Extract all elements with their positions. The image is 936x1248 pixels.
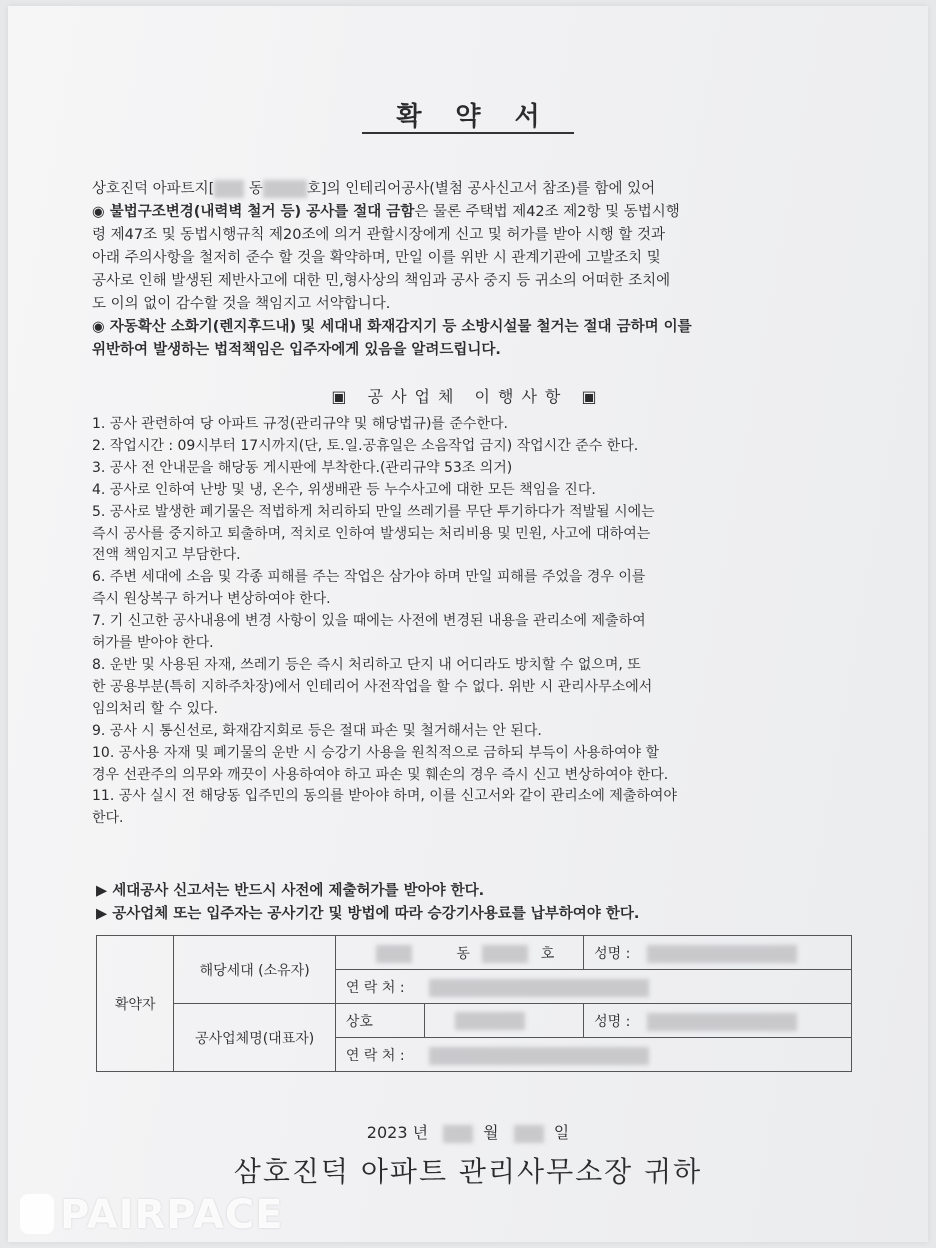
list-item: 한다. (92, 810, 124, 827)
intro-line-1: 상호진덕 아파트지[ 동 호]의 인테리어공사(별첨 공사신고서 참조)를 함에 있어 (92, 181, 656, 197)
notice-2-line-2: 위반하여 발생하는 법적책임은 입주자에게 있음을 알려드립니다. (92, 342, 501, 358)
notice-1-line-2: 령 제47조 및 동법시행규칙 제20조에 의거 관할시장에게 신고 및 허가를 받아 시행 할 것과 (92, 227, 666, 243)
company-label: 공사업체명(대표자) (174, 1004, 336, 1072)
notice-1-line-4: 공사로 인해 발생된 제반사고에 대한 민,형사상의 책임과 공사 중지 등 귀소의 어떠한 조치에 (92, 273, 671, 289)
note-item: ▶ 공사업체 또는 입주자는 공사기간 및 방법에 따라 승강기사용료를 납부하여야 한다. (96, 906, 640, 922)
list-item: 10. 공사용 자재 및 폐기물의 운반 시 승강기 사용을 원칙적으로 금하되 부득이 사용하여야 할 (92, 744, 659, 761)
redacted-dong (214, 180, 244, 198)
list-item: 1. 공사 관련하여 당 아파트 규정(관리규약 및 해당법규)를 준수한다. (92, 416, 508, 432)
document-title: 확약서 (0, 96, 936, 133)
redacted-ho (263, 180, 307, 198)
obligations-list (92, 414, 862, 830)
list-item: 7. 기 신고한 공사내용에 변경 사항이 있을 때에는 사전에 변경된 내용을 관리소에 제출하여 (92, 613, 646, 630)
notice-1-line-3: 아래 주의사항을 철저히 준수 할 것을 확약하며, 만일 이를 위반 시 관계기관에 고발조치 및 (92, 250, 661, 266)
owner-contact-cell: 연 락 처 : (335, 970, 851, 1004)
list-item: 11. 공사 실시 전 해당동 입주민의 동의를 받아야 하며, 이를 신고서와 같이 관리소에 제출하여야 (92, 788, 677, 805)
list-item: 8. 운반 및 사용된 자재, 쓰레기 등은 즉시 처리하고 단지 내 어디라도 방치할 수 없으며, 또 (92, 656, 641, 673)
watermark: PAIRPACE (20, 1192, 284, 1238)
list-item: 6. 주변 세대에 소음 및 각종 피해를 주는 작업은 삼가야 하며 만일 피해를 주었을 경우 이를 (92, 569, 646, 586)
list-item: 임의처리 할 수 있다. (92, 700, 218, 717)
owner-address-cell: 동 호 (335, 936, 583, 970)
list-item: 3. 공사 전 안내문을 해당동 게시판에 부착한다.(관리규약 53조 의거) (92, 459, 513, 476)
list-item: 4. 공사로 인하여 난방 및 냉, 온수, 위생배관 등 누수사고에 대한 모든 책임을 진다. (92, 481, 596, 498)
company-contact-cell: 연 락 처 : (335, 1038, 851, 1072)
list-item: 허가를 받아야 한다. (92, 635, 214, 652)
notice-1-line-1: ◉ 불법구조변경(내력벽 철거 등) 공사를 절대 금함은 물론 주택법 제42조 제2항 및 동법시행 (92, 204, 680, 220)
shop-label: 상호 (335, 1004, 424, 1038)
list-item: 2. 작업시간 : 09시부터 17시까지(단, 토.일.공휴일은 소음작업 금지) 작업시간 준수 한다. (92, 437, 639, 454)
redacted-month (443, 1125, 473, 1143)
notice-2-line-1: ◉ 자동확산 소화기(렌지후드내) 및 세대내 화재감지기 등 소방시설물 철거는 절대 금하며 이를 (92, 319, 692, 335)
owner-name-cell: 성명 : (584, 936, 852, 970)
section-title: ▣ 공사업체 이행사항 ▣ (331, 387, 605, 406)
company-name-cell: 성명 : (584, 1004, 852, 1038)
list-item: 즉시 원상복구 하거나 변상하여야 한다. (92, 591, 331, 608)
signature-table (96, 935, 852, 1072)
list-item: 경우 선관주의 의무와 깨끗이 사용하여야 하고 파손 및 훼손의 경우 즉시 신고 변상하여야 한다. (92, 766, 669, 783)
note-item: ▶ 세대공사 신고서는 반드시 사전에 제출허가를 받아야 한다. (96, 883, 485, 899)
list-item: 전액 책임지고 부담한다. (92, 547, 241, 564)
owner-label: 해당세대 (소유자) (174, 936, 336, 1004)
list-item: 한 공용부분(특히 지하주차장)에서 인테리어 사전작업을 할 수 없다. 위반 시 관리사무소에서 (92, 678, 653, 695)
list-item: 9. 공사 시 통신선로, 화재감지회로 등은 절대 파손 및 철거해서는 안 된다. (92, 722, 542, 739)
pairpace-logo-icon (20, 1194, 54, 1234)
pledger-label: 확약자 (97, 936, 174, 1072)
date-line: 2023 년 월 일 (366, 1123, 570, 1142)
redacted-day (514, 1125, 544, 1143)
notes (96, 880, 639, 926)
list-item: 5. 공사로 발생한 폐기물은 적법하게 처리하되 만일 쓰레기를 무단 투기하다가 적발될 시에는 (92, 503, 655, 520)
list-item: 즉시 공사를 중지하고 퇴출하며, 적치로 인하여 발생되는 처리비용 및 민원, 사고에 대하여는 (92, 525, 651, 542)
shop-value (424, 1004, 583, 1038)
addressee-footer: 삼호진덕 아파트 관리사무소장 귀하 (233, 1155, 703, 1188)
notice-1-line-5: 도 이의 없이 감수할 것을 책임지고 서약합니다. (92, 296, 391, 312)
